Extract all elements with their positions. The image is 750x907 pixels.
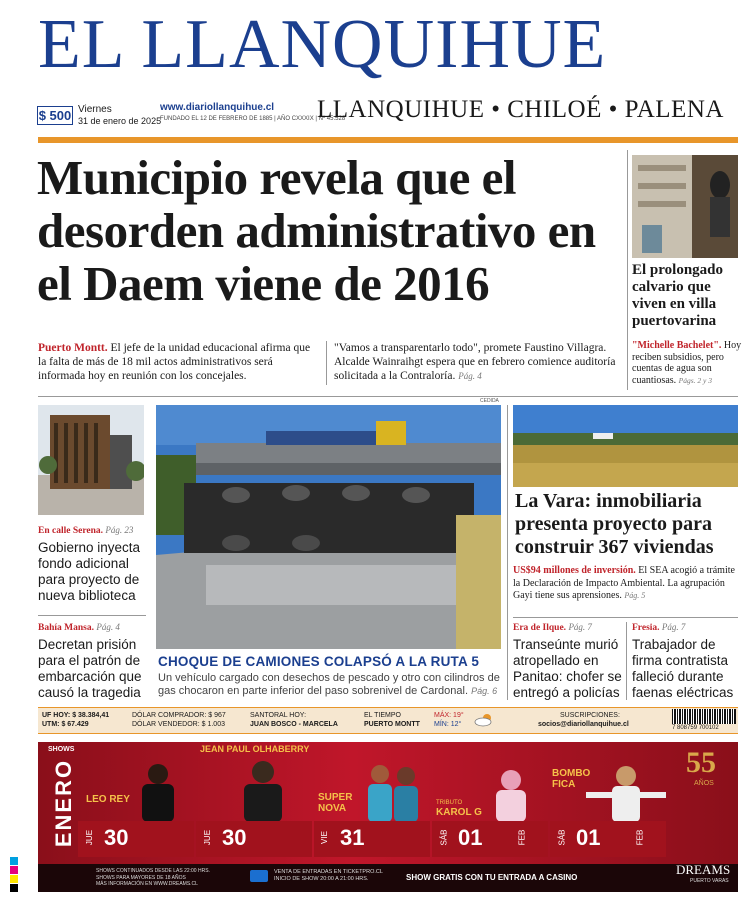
rbr-headline[interactable]: Trabajador de firma contratista falleció durante faenas eléctricas [632,637,734,700]
performer-1-icon [128,760,188,822]
left-top-headline[interactable]: Gobierno inyecta fondo adicional para proyecto de nueva biblioteca [38,540,141,603]
ad-anniv-num: 55 [686,746,716,779]
cmyk-yellow [10,875,18,883]
ad-shows-label: SHOWS [48,746,75,753]
ad-artist-1: LEO REY [86,794,130,805]
center-story-headline[interactable]: CHOQUE DE CAMIONES COLAPSÓ A LA RUTA 5 [158,654,480,669]
section-divider [38,396,738,397]
date-box-2-day: JUE [203,829,213,846]
ad-ticket-info [274,869,383,883]
rbr-kicker: Fresia. [632,623,660,633]
cmyk-cyan [10,857,18,865]
cloud-sun-icon [474,713,494,732]
date-box-3 [314,821,430,857]
uf-value: UF HOY: $ 38.384,41 [42,712,110,719]
ad-artist-3: KAROL G [436,807,482,818]
subs-label: SUSCRIPCIONES: [560,712,620,719]
date-box-5-day: SÁB [557,829,567,846]
founded-line: FUNDADO EL 12 DE FEBRERO DE 1885 | AÑO CXXXIX | Nº 45.528 [160,116,346,122]
barcode [672,709,736,724]
temp-min: MÍN: 12° [434,721,462,728]
subs-email[interactable]: socios@diariollanquihue.cl [538,721,629,728]
right-story-body: El SEA acogió a trámite la Declaración de Impacto Ambiental. La agrupación Gayi tiene sus aprensiones. [513,565,735,601]
rbl-page: Pág. 7 [568,622,592,632]
ad-anniv-text: AÑOS [694,780,714,787]
date-box-3-day: VIE [319,831,329,844]
left-bottom-kicker: Bahía Mansa. [38,623,94,633]
center-story-page: Pág. 6 [471,686,498,696]
ad-ticket-1: VENTA DE ENTRADAS EN TICKETPRO.CL [274,869,383,875]
ad-ticket-2: INICIO DE SHOW 20:00 A 21:00 HRS. [274,876,369,882]
truck-crash-photo[interactable] [156,405,501,649]
utm-value: UTM: $ 67.429 [42,721,89,728]
ad-brand: DREAMS [676,862,731,877]
date-box-5-num: 01 [576,825,601,850]
weekday: Viernes [78,104,112,115]
main-story-text1: El jefe de la unidad educacional afirma que la falta de más de 18 mil actos administrativos será informada hoy en reunión con los concejales. [38,342,311,382]
ad-cta[interactable]: SHOW GRATIS CON TU ENTRADA A CASINO [406,873,578,882]
date-box-4-day: SÁB [439,829,449,846]
side-story-body: Hoy reciben subsidios, pero cuentas de agua son cuantiosas. [632,340,742,386]
la-vara-photo[interactable] [513,405,738,487]
ad-brand-sub: PUERTO VARAS [690,878,729,884]
masthead-title: EL LLANQUIHUE [38,6,607,83]
left-divider [38,615,146,616]
ad-artist-2: SUPER NOVA [318,792,353,814]
date-box-2 [196,821,312,857]
date-box-1 [78,821,194,857]
rb-divider [626,622,627,700]
ad-fine-2: SHOWS PARA MAYORES DE 18 AÑOS [96,874,186,881]
date-box-5-month: FEB [635,829,645,846]
performer-5-icon [586,762,666,822]
right-story-headline[interactable]: La Vara: inmobiliaria presenta proyecto para construir 367 viviendas [515,490,714,558]
left-bottom-page: Pág. 4 [96,622,120,632]
side-divider [627,150,628,390]
ad-artist-4: BOMBO FICA [552,768,591,790]
performer-3-icon [360,760,426,822]
left-top-kicker: En calle Serena. [38,526,104,536]
side-story-headline[interactable]: El prolongado calvario que viven en villa puertovarina [632,262,724,329]
website-link[interactable]: www.diariollanquihue.cl [160,102,275,113]
rbl-headline[interactable]: Transeúnte murió atropellado en Panitao: chofer se entregó a policías [513,637,622,700]
date-box-4-num: 01 [458,825,483,850]
regions: LLANQUIHUE • CHILOÉ • PALENA [317,96,724,123]
rbl-kicker-line [513,622,623,633]
date-box-5 [550,821,666,857]
photo-credit: CEDIDA [480,398,499,404]
main-story-col1 [38,341,320,383]
barcode-number: 7 808759 700102 [672,725,719,731]
rbr-kicker-line [632,622,740,633]
side-story-kicker: "Michelle Bachelet". [632,340,722,351]
right-divider [513,617,738,618]
date-box-3-num: 31 [340,825,365,850]
santoral: JUAN BOSCO - MARCELA [250,721,338,728]
library-photo[interactable] [38,405,144,515]
ticket-icon [250,870,268,882]
date: 31 de enero de 2025 [78,116,162,126]
tiempo-city: PUERTO MONTT [364,721,420,728]
dreams-ad[interactable] [38,742,738,892]
dolar-comprador: DÓLAR COMPRADOR: $ 967 [132,712,226,719]
performer-4-icon [486,766,536,822]
rbl-kicker: Era de Ilque. [513,623,567,633]
info-bar [38,707,738,734]
left-bottom-headline[interactable]: Decretan prisión para el patrón de embarcación que causó la tragedia [38,637,142,700]
temp-max: MÁX: 19° [434,712,464,719]
rbr-page: Pág. 7 [661,622,686,632]
main-story-col2 [334,341,624,383]
side-story-page: Págs. 2 y 3 [678,375,712,385]
orange-divider [38,137,738,143]
tiempo-label: EL TIEMPO [364,712,401,719]
column-divider [326,341,327,385]
date-box-1-day: JUE [85,829,95,846]
right-story-kicker: US$94 millones de inversión. [513,565,636,576]
side-story-photo[interactable] [632,155,738,258]
main-headline[interactable]: Municipio revela que el desorden administrativo en el Daem viene de 2016 [37,150,596,311]
cmyk-magenta [10,866,18,874]
main-story-text2: "Vamos a transparentarlo todo", promete Faustino Villagra. Alcalde Wainraihgt espera que en febrero comience auditoría solicitada a la Contraloría. [334,342,616,382]
date-box-2-num: 30 [222,825,247,850]
ad-fine-print [96,868,210,888]
right-story-page: Pág. 5 [624,591,646,600]
ad-tribute: TRIBUTO [436,800,463,806]
cmyk-black [10,884,18,892]
date-box-4 [432,821,548,857]
date-box-1-num: 30 [104,825,129,850]
main-story-page: Pág. 4 [458,371,482,381]
ad-fine-3: MÁS INFORMACIÓN EN WWW.DREAMS.CL [96,881,198,887]
date-box-4-month: FEB [517,829,527,846]
ad-fine-1: SHOWS CONTINUADOS DESDE LAS 22:00 HRS. [96,868,210,874]
price-badge: $ 500 [38,108,72,123]
ad-month: ENERO [51,758,77,848]
main-story-kicker: Puerto Montt. [38,342,108,354]
performer-2-icon [228,756,298,822]
santoral-label: SANTORAL HOY: [250,712,307,719]
side-story-text [632,340,742,386]
left-bottom-kicker-line [38,622,146,633]
center-story-body: Un vehículo cargado con desechos de pescado y otro con cilindros de gas chocaron en parte inferior del paso sobrenivel de Cardonal. [158,672,500,697]
right-story-text [513,565,738,603]
right-col-divider [507,405,508,700]
dolar-vendedor: DÓLAR VENDEDOR: $ 1.003 [132,721,225,728]
left-top-page: Pág. 23 [105,525,134,535]
ad-top-artist: JEAN PAUL OLHABERRY [200,744,310,754]
left-top-kicker-line [38,525,146,536]
center-story-text [158,672,503,698]
